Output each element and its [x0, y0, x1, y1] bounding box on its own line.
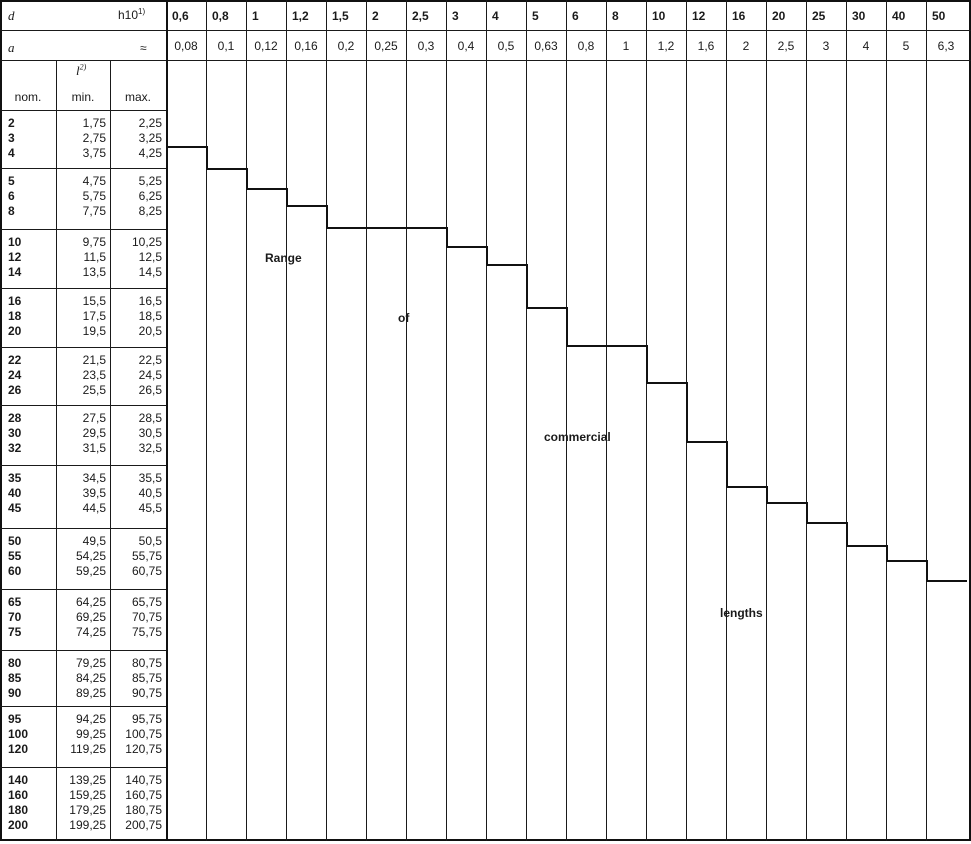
length-max: 160,75	[125, 788, 162, 802]
length-max: 24,5	[138, 368, 162, 382]
d-tolerance-footnote: 1)	[138, 7, 146, 16]
length-max: 85,75	[131, 671, 162, 685]
a-value-cell: 0,25	[374, 39, 398, 53]
length-nom: 80	[8, 656, 22, 670]
length-min: 21,5	[82, 353, 106, 367]
length-nom: 40	[8, 486, 22, 500]
length-nom: 95	[8, 712, 22, 726]
length-nom: 32	[8, 441, 22, 455]
column-line	[846, 0, 847, 841]
diameter-cell: 1	[252, 9, 259, 23]
diameter-cell: 12	[692, 9, 706, 23]
range-label-of: of	[398, 311, 410, 325]
diameter-cell: 8	[612, 9, 619, 23]
length-nom: 8	[8, 204, 15, 218]
a-value-cell: 1,2	[657, 39, 675, 53]
a-value-cell: 0,5	[497, 39, 515, 53]
group-line	[0, 465, 166, 466]
length-max: 140,75	[125, 773, 162, 787]
length-max: 180,75	[125, 803, 162, 817]
length-max: 5,25	[138, 174, 162, 188]
length-max: 22,5	[138, 353, 162, 367]
row-line	[0, 110, 166, 111]
length-nom: 60	[8, 564, 22, 578]
range-boundary-segment	[446, 246, 487, 248]
range-boundary-segment	[726, 441, 728, 488]
range-boundary-segment	[166, 146, 207, 148]
a-value-cell: 0,2	[337, 39, 355, 53]
column-line	[526, 0, 527, 841]
length-min: 34,5	[82, 471, 106, 485]
length-max: 10,25	[131, 235, 162, 249]
length-max: 26,5	[138, 383, 162, 397]
length-nom: 120	[8, 742, 29, 756]
length-min: 9,75	[82, 235, 106, 249]
length-nom: 140	[8, 773, 29, 787]
length-min: 11,5	[83, 250, 106, 264]
length-nom: 65	[8, 595, 22, 609]
length-min: 15,5	[82, 294, 106, 308]
d-tolerance-label	[118, 8, 145, 22]
column-line	[446, 0, 447, 841]
range-label-lengths: lengths	[720, 606, 763, 620]
a-value-cell: 0,08	[174, 39, 198, 53]
length-max: 60,75	[131, 564, 162, 578]
group-line	[0, 767, 166, 768]
length-min: 139,25	[69, 773, 106, 787]
range-boundary-segment	[406, 227, 447, 229]
range-boundary-segment	[526, 264, 528, 309]
length-nom: 4	[8, 146, 15, 160]
group-line	[0, 650, 166, 651]
a-value-cell: 0,12	[254, 39, 278, 53]
diameter-cell: 1,2	[292, 9, 309, 23]
column-line	[766, 0, 767, 841]
length-nom: 28	[8, 411, 22, 425]
col-max-header: max.	[124, 90, 151, 104]
length-max: 14,5	[138, 265, 162, 279]
length-min: 79,25	[75, 656, 106, 670]
range-boundary-segment	[446, 227, 448, 248]
length-max: 65,75	[131, 595, 162, 609]
length-max: 70,75	[131, 610, 162, 624]
diameter-cell: 4	[492, 9, 499, 23]
a-value-cell: 0,16	[294, 39, 318, 53]
length-nom: 2	[8, 116, 15, 130]
range-boundary-segment	[646, 382, 687, 384]
length-min: 4,75	[82, 174, 106, 188]
length-nom: 10	[8, 235, 22, 249]
column-line	[566, 0, 567, 841]
group-line	[0, 528, 166, 529]
length-min: 2,75	[82, 131, 106, 145]
diameter-cell: 0,6	[172, 9, 189, 23]
length-max: 28,5	[138, 411, 162, 425]
length-min: 94,25	[75, 712, 106, 726]
length-min: 49,5	[82, 534, 106, 548]
range-boundary-segment	[926, 560, 928, 582]
length-max: 45,5	[138, 501, 162, 515]
length-nom: 3	[8, 131, 15, 145]
l-symbol-label	[76, 64, 86, 78]
length-max: 3,25	[138, 131, 162, 145]
length-nom: 5	[8, 174, 15, 188]
length-min: 39,5	[82, 486, 106, 500]
column-line	[926, 0, 927, 841]
a-value-cell: 0,8	[577, 39, 595, 53]
range-boundary-segment	[686, 382, 688, 443]
length-nom: 50	[8, 534, 22, 548]
column-line	[366, 0, 367, 841]
range-boundary-segment	[846, 545, 887, 547]
length-nom: 75	[8, 625, 22, 639]
table-border-left	[0, 0, 2, 841]
length-max: 4,25	[138, 146, 162, 160]
diameter-cell: 0,8	[212, 9, 229, 23]
range-boundary-segment	[206, 168, 247, 170]
length-nom: 12	[8, 250, 22, 264]
a-value-cell: 0,3	[417, 39, 435, 53]
column-line	[726, 0, 727, 841]
length-max: 2,25	[138, 116, 162, 130]
length-max: 90,75	[131, 686, 162, 700]
length-nom: 16	[8, 294, 22, 308]
range-boundary-segment	[646, 345, 648, 384]
diameter-cell: 10	[652, 9, 666, 23]
length-min: 25,5	[82, 383, 106, 397]
length-nom: 18	[8, 309, 22, 323]
length-max: 200,75	[125, 818, 162, 832]
length-nom: 20	[8, 324, 22, 338]
column-line	[486, 0, 487, 841]
length-nom: 90	[8, 686, 22, 700]
length-min: 13,5	[82, 265, 106, 279]
a-value-cell: 0,4	[457, 39, 475, 53]
length-min: 199,25	[69, 818, 106, 832]
diameter-cell: 25	[812, 9, 826, 23]
range-boundary-segment	[766, 502, 807, 504]
length-min: 89,25	[75, 686, 106, 700]
range-boundary-segment	[806, 502, 808, 524]
range-boundary-segment	[486, 264, 527, 266]
range-boundary-segment	[526, 307, 567, 309]
length-max: 6,25	[138, 189, 162, 203]
column-line	[806, 0, 807, 841]
diameter-cell: 2	[372, 9, 379, 23]
length-min: 27,5	[82, 411, 106, 425]
length-min: 7,75	[82, 204, 106, 218]
diameter-cell: 20	[772, 9, 786, 23]
length-nom: 30	[8, 426, 22, 440]
d-tolerance: h10	[118, 8, 139, 22]
a-value-cell: 1,6	[697, 39, 715, 53]
col-min-header: min.	[71, 90, 95, 104]
length-min: 5,75	[82, 189, 106, 203]
length-max: 80,75	[131, 656, 162, 670]
length-max: 20,5	[138, 324, 162, 338]
length-nom: 160	[8, 788, 29, 802]
length-min: 64,25	[75, 595, 106, 609]
range-label-commercial: commercial	[544, 430, 611, 444]
length-min: 17,5	[82, 309, 106, 323]
length-nom: 100	[8, 727, 29, 741]
group-line	[0, 229, 166, 230]
group-line	[0, 168, 166, 169]
length-min: 159,25	[69, 788, 106, 802]
a-value-cell: 2,5	[777, 39, 795, 53]
column-line	[286, 0, 287, 841]
range-boundary-segment	[246, 168, 248, 190]
group-line	[0, 589, 166, 590]
range-boundary-segment	[806, 522, 847, 524]
length-min: 74,25	[75, 625, 106, 639]
a-value-cell: 3	[822, 39, 830, 53]
a-value-cell: 5	[902, 39, 910, 53]
length-nom: 55	[8, 549, 22, 563]
range-boundary-segment	[486, 246, 488, 266]
length-max: 100,75	[125, 727, 162, 741]
column-line	[406, 0, 407, 841]
length-max: 50,5	[138, 534, 162, 548]
diameter-cell: 3	[452, 9, 459, 23]
a-symbol: a	[8, 40, 15, 55]
a-value-cell: 6,3	[937, 39, 955, 53]
diameter-cell: 30	[852, 9, 866, 23]
a-value-cell: 2	[742, 39, 750, 53]
column-line	[646, 0, 647, 841]
d-symbol: d	[8, 8, 15, 23]
length-max: 35,5	[138, 471, 162, 485]
length-max: 18,5	[138, 309, 162, 323]
range-boundary-segment	[846, 522, 848, 547]
length-min: 19,5	[82, 324, 106, 338]
range-boundary-segment	[206, 146, 208, 170]
length-nom: 180	[8, 803, 29, 817]
l-footnote: 2)	[79, 62, 87, 72]
diameter-cell: 5	[532, 9, 539, 23]
column-line	[206, 0, 207, 841]
length-min: 69,25	[75, 610, 106, 624]
length-nom: 35	[8, 471, 22, 485]
a-value-cell: 0,63	[534, 39, 558, 53]
range-boundary-segment	[606, 345, 647, 347]
length-min: 29,5	[82, 426, 106, 440]
length-nom: 24	[8, 368, 22, 382]
range-boundary-segment	[566, 345, 607, 347]
left-block-divider	[166, 0, 168, 841]
length-nom: 22	[8, 353, 22, 367]
length-nom: 6	[8, 189, 15, 203]
range-boundary-segment	[326, 227, 367, 229]
length-min: 54,25	[75, 549, 106, 563]
length-nom: 14	[8, 265, 22, 279]
length-max: 55,75	[131, 549, 162, 563]
length-max: 30,5	[138, 426, 162, 440]
length-max: 32,5	[138, 441, 162, 455]
range-boundary-segment	[566, 307, 568, 347]
length-min: 119,25	[70, 742, 106, 756]
length-max: 40,5	[138, 486, 162, 500]
range-label-range: Range	[265, 251, 302, 265]
group-line	[0, 347, 166, 348]
range-boundary-segment	[246, 188, 287, 190]
length-min: 3,75	[82, 146, 106, 160]
length-max: 95,75	[131, 712, 162, 726]
range-boundary-segment	[686, 441, 727, 443]
column-line	[606, 0, 607, 841]
a-value-cell: 0,1	[217, 39, 235, 53]
length-min: 31,5	[82, 441, 106, 455]
range-boundary-segment	[366, 227, 407, 229]
length-min: 179,25	[69, 803, 106, 817]
length-max: 8,25	[138, 204, 162, 218]
length-min: 23,5	[82, 368, 106, 382]
range-boundary-segment	[726, 486, 767, 488]
range-boundary-segment	[286, 205, 327, 207]
group-line	[0, 405, 166, 406]
range-boundary-segment	[886, 560, 927, 562]
diameter-cell: 40	[892, 9, 906, 23]
length-min: 59,25	[75, 564, 106, 578]
a-value-cell: 4	[862, 39, 870, 53]
group-line	[0, 288, 166, 289]
length-max: 12,5	[138, 250, 162, 264]
column-line	[326, 0, 327, 841]
length-nom: 45	[8, 501, 22, 515]
range-boundary-segment	[326, 205, 328, 229]
diameter-cell: 16	[732, 9, 746, 23]
length-max: 16,5	[138, 294, 162, 308]
length-nom: 26	[8, 383, 22, 397]
length-min: 44,5	[82, 501, 106, 515]
diameter-cell: 2,5	[412, 9, 429, 23]
l-symbol: l	[76, 63, 80, 78]
col-nom-header: nom.	[14, 90, 42, 104]
column-line	[246, 0, 247, 841]
diameter-cell: 1,5	[332, 9, 349, 23]
a-value-cell: 1	[622, 39, 630, 53]
group-line	[0, 706, 166, 707]
length-min: 99,25	[75, 727, 106, 741]
diameter-cell: 50	[932, 9, 946, 23]
length-min: 1,75	[82, 116, 106, 130]
length-max: 120,75	[125, 742, 162, 756]
column-line	[886, 0, 887, 841]
length-min: 84,25	[75, 671, 106, 685]
length-nom: 85	[8, 671, 22, 685]
range-boundary-segment	[926, 580, 967, 582]
length-nom: 200	[8, 818, 29, 832]
length-max: 75,75	[131, 625, 162, 639]
a-approx-sign: ≈	[140, 41, 147, 55]
length-nom: 70	[8, 610, 22, 624]
diameter-cell: 6	[572, 9, 579, 23]
